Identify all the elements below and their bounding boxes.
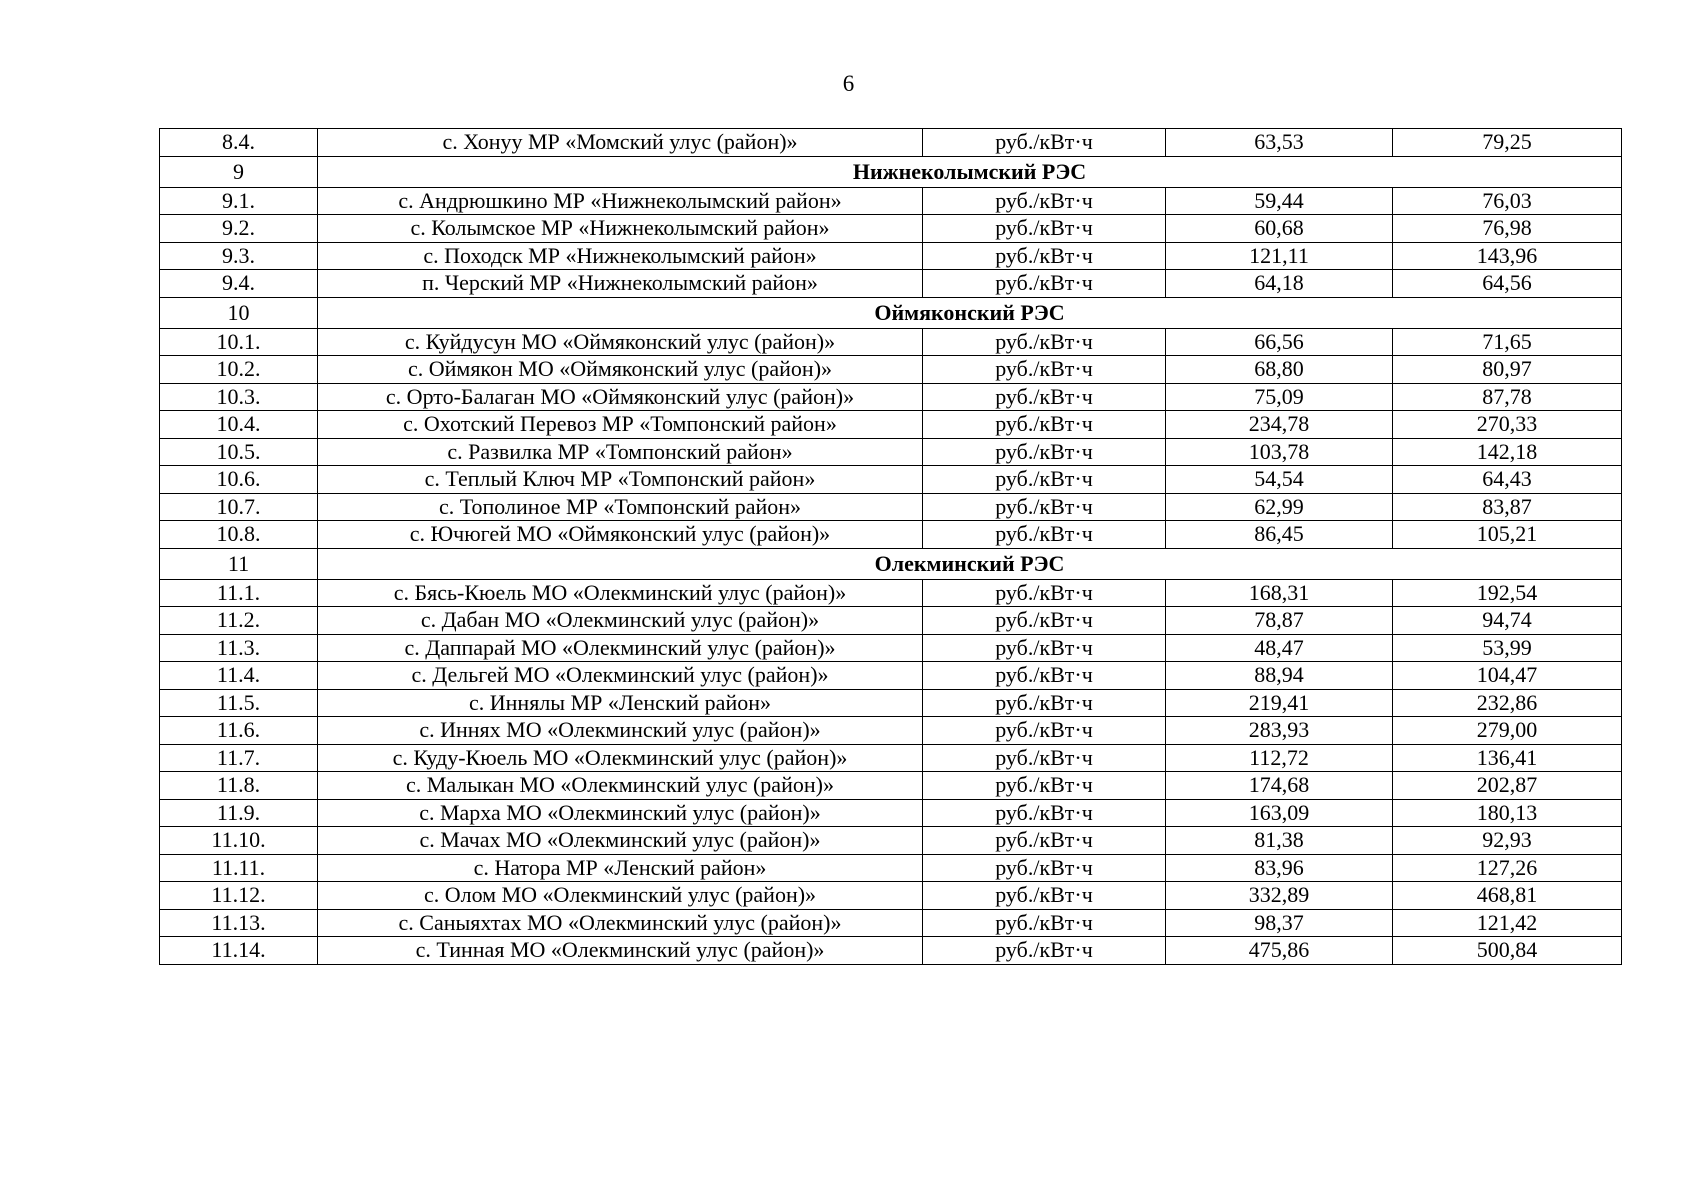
unit-cell: руб./кВт·ч <box>923 328 1166 356</box>
table-row <box>160 579 1622 607</box>
unit-cell: руб./кВт·ч <box>923 689 1166 717</box>
unit-cell: руб./кВт·ч <box>923 772 1166 800</box>
tariff-value-2: 80,97 <box>1393 356 1622 384</box>
tariff-value-2: 192,54 <box>1393 579 1622 607</box>
tariff-value-1: 168,31 <box>1166 579 1393 607</box>
table-row <box>160 215 1622 243</box>
settlement-name: с. Тополиное МР «Томпонский район» <box>318 493 923 521</box>
table-row <box>160 521 1622 549</box>
unit-cell: руб./кВт·ч <box>923 799 1166 827</box>
unit-cell: руб./кВт·ч <box>923 937 1166 965</box>
tariff-value-2: 121,42 <box>1393 909 1622 937</box>
table-row <box>160 411 1622 439</box>
tariff-value-1: 219,41 <box>1166 689 1393 717</box>
settlement-name: п. Черский МР «Нижнеколымский район» <box>318 270 923 298</box>
unit-cell: руб./кВт·ч <box>923 466 1166 494</box>
unit-cell: руб./кВт·ч <box>923 827 1166 855</box>
table-row <box>160 634 1622 662</box>
settlement-name: с. Мачах МО «Олекминский улус (район)» <box>318 827 923 855</box>
unit-cell: руб./кВт·ч <box>923 607 1166 635</box>
row-number: 10.4. <box>160 411 318 439</box>
unit-cell: руб./кВт·ч <box>923 411 1166 439</box>
settlement-name: с. Марха МО «Олекминский улус (район)» <box>318 799 923 827</box>
settlement-name: с. Теплый Ключ МР «Томпонский район» <box>318 466 923 494</box>
settlement-name: с. Походск МР «Нижнеколымский район» <box>318 242 923 270</box>
table-row <box>160 438 1622 466</box>
tariff-value-2: 232,86 <box>1393 689 1622 717</box>
tariff-value-2: 500,84 <box>1393 937 1622 965</box>
tariff-value-2: 279,00 <box>1393 717 1622 745</box>
tariff-value-2: 105,21 <box>1393 521 1622 549</box>
table-row <box>160 129 1622 157</box>
unit-cell: руб./кВт·ч <box>923 854 1166 882</box>
unit-cell: руб./кВт·ч <box>923 215 1166 243</box>
settlement-name: с. Андрюшкино МР «Нижнеколымский район» <box>318 187 923 215</box>
tariff-value-2: 83,87 <box>1393 493 1622 521</box>
unit-cell: руб./кВт·ч <box>923 356 1166 384</box>
table-row <box>160 466 1622 494</box>
tariff-value-1: 78,87 <box>1166 607 1393 635</box>
table-row <box>160 744 1622 772</box>
table-row <box>160 242 1622 270</box>
row-number: 11.1. <box>160 579 318 607</box>
row-number: 11.8. <box>160 772 318 800</box>
tariff-value-2: 53,99 <box>1393 634 1622 662</box>
row-number: 11.9. <box>160 799 318 827</box>
tariff-value-2: 94,74 <box>1393 607 1622 635</box>
tariff-value-2: 468,81 <box>1393 882 1622 910</box>
table-row <box>160 882 1622 910</box>
tariff-value-2: 143,96 <box>1393 242 1622 270</box>
settlement-name: с. Саныяхтах МО «Олекминский улус (район)» <box>318 909 923 937</box>
settlement-name: с. Иннялы МР «Ленский район» <box>318 689 923 717</box>
unit-cell: руб./кВт·ч <box>923 521 1166 549</box>
tariff-value-1: 62,99 <box>1166 493 1393 521</box>
tariff-value-1: 283,93 <box>1166 717 1393 745</box>
row-number: 10.1. <box>160 328 318 356</box>
table-row <box>160 689 1622 717</box>
row-number: 9.1. <box>160 187 318 215</box>
tariff-value-1: 112,72 <box>1166 744 1393 772</box>
tariff-value-1: 59,44 <box>1166 187 1393 215</box>
row-number: 9.3. <box>160 242 318 270</box>
tariff-value-2: 64,56 <box>1393 270 1622 298</box>
row-number: 9.4. <box>160 270 318 298</box>
row-number: 11.12. <box>160 882 318 910</box>
section-number: 11 <box>160 548 318 579</box>
tariff-value-2: 71,65 <box>1393 328 1622 356</box>
tariff-value-1: 163,09 <box>1166 799 1393 827</box>
tariff-value-1: 332,89 <box>1166 882 1393 910</box>
tariff-value-1: 63,53 <box>1166 129 1393 157</box>
row-number: 11.14. <box>160 937 318 965</box>
tariff-value-1: 103,78 <box>1166 438 1393 466</box>
tariff-table-body <box>160 129 1622 965</box>
tariff-value-1: 66,56 <box>1166 328 1393 356</box>
settlement-name: с. Оймякон МО «Оймяконский улус (район)» <box>318 356 923 384</box>
settlement-name: с. Хонуу МР «Момский улус (район)» <box>318 129 923 157</box>
table-row <box>160 799 1622 827</box>
row-number: 11.13. <box>160 909 318 937</box>
table-row <box>160 328 1622 356</box>
row-number: 11.10. <box>160 827 318 855</box>
unit-cell: руб./кВт·ч <box>923 242 1166 270</box>
section-title: Нижнеколымский РЭС <box>318 156 1622 187</box>
row-number: 11.4. <box>160 662 318 690</box>
tariff-value-2: 270,33 <box>1393 411 1622 439</box>
section-number: 9 <box>160 156 318 187</box>
settlement-name: с. Куйдусун МО «Оймяконский улус (район)» <box>318 328 923 356</box>
tariff-value-1: 68,80 <box>1166 356 1393 384</box>
unit-cell: руб./кВт·ч <box>923 882 1166 910</box>
unit-cell: руб./кВт·ч <box>923 383 1166 411</box>
row-number: 10.7. <box>160 493 318 521</box>
row-number: 10.2. <box>160 356 318 384</box>
settlement-name: с. Малыкан МО «Олекминский улус (район)» <box>318 772 923 800</box>
unit-cell: руб./кВт·ч <box>923 187 1166 215</box>
unit-cell: руб./кВт·ч <box>923 129 1166 157</box>
tariff-value-2: 127,26 <box>1393 854 1622 882</box>
row-number: 10.3. <box>160 383 318 411</box>
section-header-row <box>160 156 1622 187</box>
page-number: 6 <box>842 71 855 96</box>
row-number: 10.6. <box>160 466 318 494</box>
tariff-value-2: 79,25 <box>1393 129 1622 157</box>
row-number: 11.7. <box>160 744 318 772</box>
table-row <box>160 187 1622 215</box>
tariff-value-2: 64,43 <box>1393 466 1622 494</box>
row-number: 9.2. <box>160 215 318 243</box>
table-row <box>160 937 1622 965</box>
row-number: 11.6. <box>160 717 318 745</box>
tariff-value-1: 121,11 <box>1166 242 1393 270</box>
row-number: 11.3. <box>160 634 318 662</box>
settlement-name: с. Олом МО «Олекминский улус (район)» <box>318 882 923 910</box>
section-number: 10 <box>160 297 318 328</box>
unit-cell: руб./кВт·ч <box>923 909 1166 937</box>
table-row <box>160 772 1622 800</box>
tariff-value-1: 81,38 <box>1166 827 1393 855</box>
tariff-value-1: 98,37 <box>1166 909 1393 937</box>
table-row <box>160 854 1622 882</box>
table-row <box>160 493 1622 521</box>
settlement-name: с. Колымское МР «Нижнеколымский район» <box>318 215 923 243</box>
settlement-name: с. Бясь-Кюель МО «Олекминский улус (район)» <box>318 579 923 607</box>
row-number: 10.8. <box>160 521 318 549</box>
tariff-value-1: 174,68 <box>1166 772 1393 800</box>
unit-cell: руб./кВт·ч <box>923 662 1166 690</box>
settlement-name: с. Тинная МО «Олекминский улус (район)» <box>318 937 923 965</box>
tariff-value-2: 104,47 <box>1393 662 1622 690</box>
row-number: 8.4. <box>160 129 318 157</box>
tariff-value-1: 234,78 <box>1166 411 1393 439</box>
tariff-value-2: 142,18 <box>1393 438 1622 466</box>
tariff-value-2: 87,78 <box>1393 383 1622 411</box>
tariff-value-1: 48,47 <box>1166 634 1393 662</box>
table-row <box>160 607 1622 635</box>
tariff-value-2: 76,98 <box>1393 215 1622 243</box>
tariff-value-1: 475,86 <box>1166 937 1393 965</box>
settlement-name: с. Иннях МО «Олекминский улус (район)» <box>318 717 923 745</box>
unit-cell: руб./кВт·ч <box>923 717 1166 745</box>
tariff-table <box>159 128 1622 965</box>
settlement-name: с. Ючюгей МО «Оймяконский улус (район)» <box>318 521 923 549</box>
tariff-value-1: 54,54 <box>1166 466 1393 494</box>
settlement-name: с. Даппарай МО «Олекминский улус (район)» <box>318 634 923 662</box>
tariff-value-2: 92,93 <box>1393 827 1622 855</box>
tariff-value-1: 64,18 <box>1166 270 1393 298</box>
tariff-value-1: 86,45 <box>1166 521 1393 549</box>
table-row <box>160 827 1622 855</box>
tariff-value-2: 180,13 <box>1393 799 1622 827</box>
section-header-row <box>160 548 1622 579</box>
table-row <box>160 717 1622 745</box>
tariff-value-1: 83,96 <box>1166 854 1393 882</box>
settlement-name: с. Натора МР «Ленский район» <box>318 854 923 882</box>
unit-cell: руб./кВт·ч <box>923 270 1166 298</box>
unit-cell: руб./кВт·ч <box>923 438 1166 466</box>
settlement-name: с. Дабан МО «Олекминский улус (район)» <box>318 607 923 635</box>
unit-cell: руб./кВт·ч <box>923 493 1166 521</box>
settlement-name: с. Орто-Балаган МО «Оймяконский улус (район)» <box>318 383 923 411</box>
tariff-value-1: 75,09 <box>1166 383 1393 411</box>
row-number: 11.11. <box>160 854 318 882</box>
settlement-name: с. Дельгей МО «Олекминский улус (район)» <box>318 662 923 690</box>
unit-cell: руб./кВт·ч <box>923 634 1166 662</box>
section-title: Оймяконский РЭС <box>318 297 1622 328</box>
row-number: 11.2. <box>160 607 318 635</box>
table-row <box>160 909 1622 937</box>
tariff-value-2: 202,87 <box>1393 772 1622 800</box>
table-row <box>160 356 1622 384</box>
unit-cell: руб./кВт·ч <box>923 744 1166 772</box>
row-number: 11.5. <box>160 689 318 717</box>
tariff-value-1: 88,94 <box>1166 662 1393 690</box>
section-header-row <box>160 297 1622 328</box>
unit-cell: руб./кВт·ч <box>923 579 1166 607</box>
tariff-value-2: 76,03 <box>1393 187 1622 215</box>
settlement-name: с. Куду-Кюель МО «Олекминский улус (район)» <box>318 744 923 772</box>
settlement-name: с. Охотский Перевоз МР «Томпонский район» <box>318 411 923 439</box>
tariff-value-2: 136,41 <box>1393 744 1622 772</box>
section-title: Олекминский РЭС <box>318 548 1622 579</box>
table-row <box>160 383 1622 411</box>
row-number: 10.5. <box>160 438 318 466</box>
table-row <box>160 270 1622 298</box>
table-row <box>160 662 1622 690</box>
settlement-name: с. Развилка МР «Томпонский район» <box>318 438 923 466</box>
tariff-value-1: 60,68 <box>1166 215 1393 243</box>
